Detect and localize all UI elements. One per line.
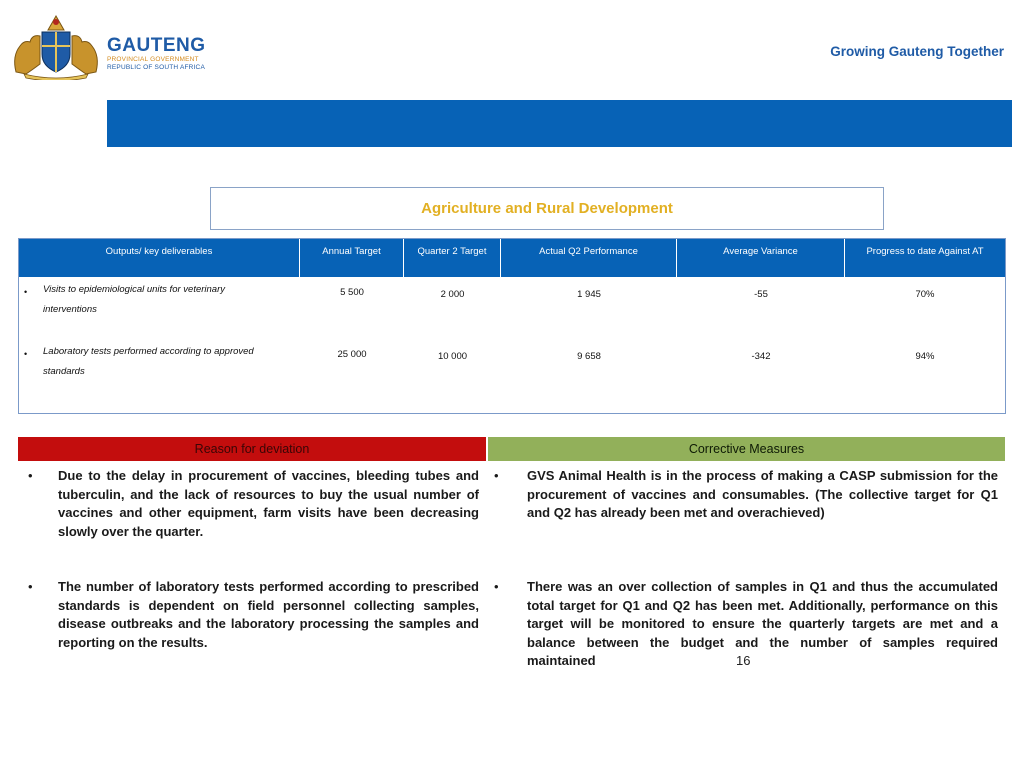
q2-target-cell: 2 000 (440, 289, 465, 300)
page-title: Agriculture and Rural Development (421, 200, 673, 217)
deliverable-line-1: Visits to epidemiological units for veterinary (43, 284, 225, 295)
tagline: Growing Gauteng Together (830, 44, 1004, 59)
actual-q2-cell: 9 658 (577, 351, 601, 362)
reason-item: Due to the delay in procurement of vaccines, bleeding tubes and tuberculin, and the lack of resources to buy the usual number of vaccines and other equipment, farm visits have been decreasing slowly over the quarter. (58, 468, 479, 539)
table-header-row (19, 239, 1005, 277)
reason-item: The number of laboratory tests performed according to prescribed standards is dependent on field personnel collecting samples, disease outbreaks and the laboratory processing the samples and reporting on the results. (58, 579, 479, 650)
header-banner-bar (107, 100, 1012, 147)
page-title-box (210, 187, 884, 230)
deliverable-line-2: standards (43, 366, 85, 377)
brand-line-1: PROVINCIAL GOVERNMENT (107, 56, 199, 63)
deliverable-line-1: Laboratory tests performed according to approved (43, 346, 254, 357)
progress-cell: 94% (915, 351, 935, 362)
corrective-item: There was an over collection of samples in Q1 and thus the accumulated total target for Q1 and Q2 has been met. Additionally, performance on this target will be monitored to ensure the quarterly targets are met and a balance between the budget and the number of samples required maintained (527, 579, 998, 668)
actual-q2-cell: 1 945 (577, 289, 601, 300)
variance-cell: -342 (751, 351, 771, 362)
reason-heading-text: Reason for deviation (194, 442, 310, 456)
brand-name: GAUTENG (107, 35, 206, 56)
performance-table (18, 238, 1006, 414)
q2-target-cell: 10 000 (437, 351, 468, 362)
bullet-icon: • (494, 579, 499, 594)
brand-line-2: REPUBLIC OF SOUTH AFRICA (107, 64, 205, 71)
deliverable-line-2: interventions (43, 304, 97, 315)
column-header-deliverables: Outputs/ key deliverables (19, 239, 300, 277)
progress-cell: 70% (915, 289, 935, 300)
bullet-icon: • (24, 287, 28, 297)
bullet-icon: • (28, 468, 33, 483)
column-header-annual-target: Annual Target (300, 239, 404, 277)
annual-target-cell: 5 500 (340, 287, 364, 298)
corrective-item: GVS Animal Health is in the process of making a CASP submission for the procurement of vaccines and consumables. (The collective target for Q1 and Q2 has already been met and overachieved) (527, 468, 998, 520)
bullet-icon: • (494, 468, 499, 483)
coat-of-arms-crest-icon (10, 12, 102, 80)
column-header-variance: Average Variance (677, 239, 845, 277)
variance-cell: -55 (754, 289, 768, 300)
column-header-progress: Progress to date Against AT (866, 246, 984, 257)
brand-block (107, 36, 206, 72)
page-number: 16 (736, 653, 751, 668)
deliverable-cell (43, 280, 283, 320)
corrective-measures-heading (488, 437, 1005, 461)
deliverable-cell (43, 342, 283, 382)
bullet-icon: • (24, 349, 28, 359)
column-header-actual-q2: Actual Q2 Performance (501, 239, 677, 277)
corrective-heading-text: Corrective Measures (688, 442, 805, 456)
bullet-icon: • (28, 579, 33, 594)
column-header-q2-target: Quarter 2 Target (404, 239, 501, 277)
reason-for-deviation-heading (18, 437, 486, 461)
annual-target-cell: 25 000 (337, 349, 367, 360)
